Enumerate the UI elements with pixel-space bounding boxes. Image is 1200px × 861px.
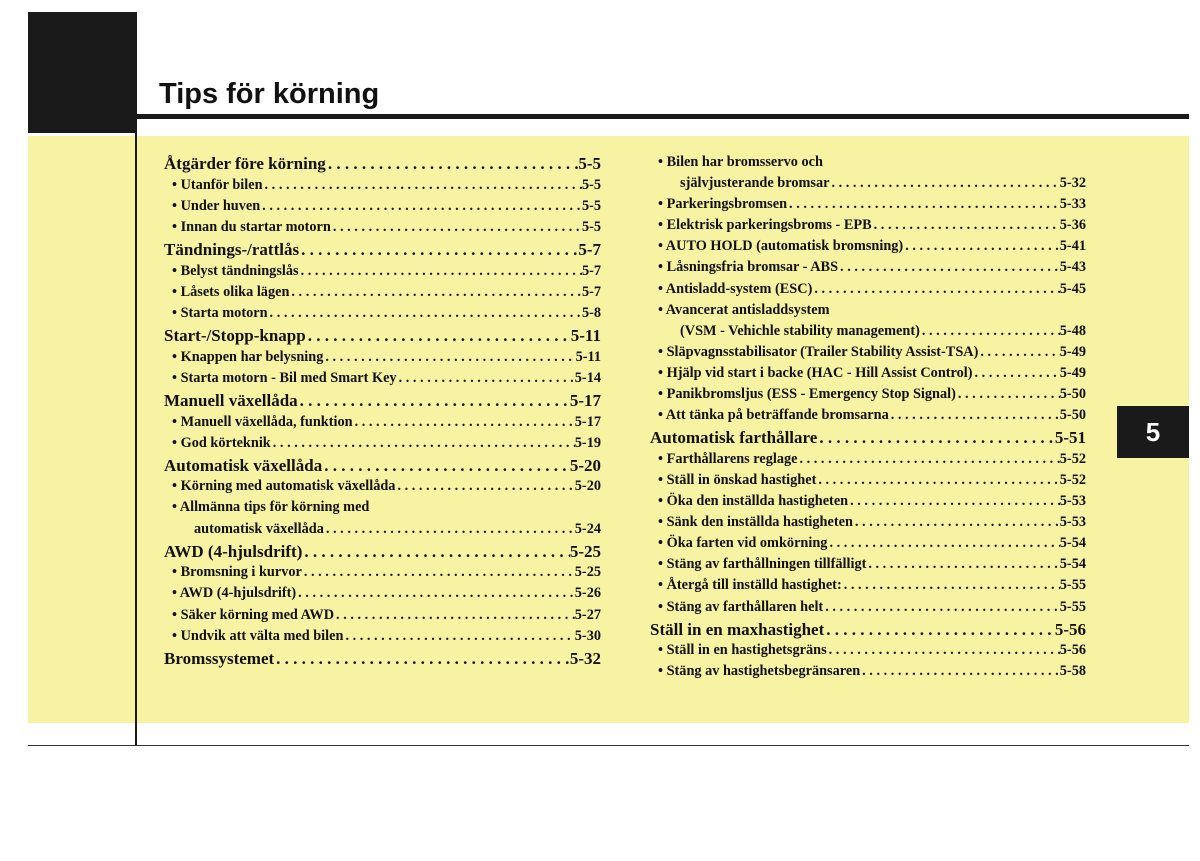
toc-page-number: 5-43 (1059, 259, 1086, 276)
dot-leader (306, 326, 571, 346)
toc-entry-title: • Hjälp vid start i backe (HAC - Hill Assist Control) (658, 364, 973, 381)
toc-entry-title: Ställ in en maxhastighet (650, 619, 825, 639)
dot-leader (872, 217, 1060, 234)
toc-page-number: 5-50 (1059, 386, 1086, 403)
toc-entry-title: Start-/Stopp-knapp (164, 325, 306, 345)
dot-leader (302, 542, 569, 562)
toc-page-number: 5-8 (581, 304, 601, 321)
toc-entry-title: • Parkeringsbromsen (658, 196, 788, 213)
toc-entry-title: • Antisladd-system (ESC) (658, 280, 813, 297)
toc-entry-title: • Elektrisk parkeringsbroms - EPB (658, 217, 872, 234)
dot-leader (838, 259, 1060, 276)
toc-subentry[interactable] (164, 628, 601, 649)
dot-leader (816, 472, 1059, 489)
dot-leader (866, 556, 1059, 573)
toc-entry-title: självjusterande bromsar (680, 175, 830, 192)
toc-page-number: 5-58 (1059, 663, 1086, 680)
toc-subentry[interactable] (650, 386, 1086, 407)
toc-page-number: 5-26 (574, 585, 601, 602)
toc-entry-title: • Låsets olika lägen (172, 283, 290, 300)
dot-leader (334, 607, 575, 624)
toc-entry-title: • God körteknik (172, 434, 271, 451)
dot-leader (823, 599, 1060, 616)
toc-entry-title: • Starta motorn - Bil med Smart Key (172, 369, 397, 386)
toc-subentry[interactable] (164, 177, 601, 198)
toc-entry-title: • Bilen har bromsservo och (658, 154, 823, 170)
toc-subentry[interactable] (164, 198, 601, 219)
dot-leader (296, 585, 575, 602)
toc-entry-title: • Allmänna tips för körning med (172, 499, 370, 516)
toc-page-number: 5-17 (574, 413, 601, 430)
toc-page-number: 5-5 (581, 218, 601, 235)
toc-subentry[interactable] (164, 564, 601, 585)
toc-page-number: 5-30 (574, 627, 601, 644)
toc-entry-title: • Säker körning med AWD (172, 606, 335, 623)
toc-page-number: 5-20 (574, 478, 601, 495)
toc-subentry[interactable] (164, 607, 601, 628)
toc-section-entry[interactable] (164, 542, 601, 565)
toc-page-number: 5-54 (1059, 556, 1086, 573)
toc-entry-title: • Bromsning i kurvor (172, 564, 302, 581)
toc-entry-title: • Ställ in önskad hastighet (658, 472, 817, 488)
toc-entry-title: (VSM - Vehichle stability management) (680, 322, 920, 339)
dot-leader (302, 564, 575, 581)
toc-page-number: 5-53 (1059, 493, 1086, 510)
toc-entry-title: • Öka farten vid omkörning (658, 535, 828, 552)
toc-subentry[interactable] (650, 663, 1086, 684)
toc-subentry[interactable] (650, 514, 1086, 535)
dot-leader (323, 349, 575, 366)
bottom-rule (28, 745, 1189, 746)
toc-subentry[interactable] (650, 493, 1086, 514)
toc-subentry[interactable] (164, 585, 601, 606)
dot-leader (299, 240, 578, 260)
toc-section-entry[interactable] (164, 456, 601, 479)
toc-page-number: 5-27 (574, 606, 601, 623)
header-black-block (28, 12, 137, 133)
toc-page-number: 5-32 (569, 648, 601, 668)
toc-subentry[interactable] (164, 478, 601, 499)
toc-page-number: 5-19 (574, 434, 601, 451)
dot-leader (797, 451, 1059, 468)
dot-leader (860, 663, 1060, 680)
dot-leader (842, 577, 1060, 594)
dot-leader (829, 175, 1059, 192)
dot-leader (271, 435, 575, 452)
toc-subentry[interactable] (650, 154, 1086, 175)
toc-entry-title: • Farthållarens reglage (658, 450, 798, 467)
toc-page-number: 5-50 (1059, 407, 1086, 424)
toc-page-number: 5-52 (1059, 450, 1086, 467)
toc-page-number: 5-5 (581, 197, 601, 214)
page-title: Tips för körning (159, 78, 380, 110)
toc-entry-title: • Ställ in en hastighetsgräns (658, 642, 827, 659)
dot-leader (956, 386, 1060, 403)
toc-page-number: 5-7 (581, 283, 601, 300)
toc-subentry[interactable] (650, 323, 1086, 344)
toc-entry-title: Automatisk farthållare (650, 428, 818, 448)
toc-page-number: 5-48 (1059, 322, 1086, 339)
dot-leader (298, 391, 570, 411)
toc-subentry[interactable] (650, 577, 1086, 598)
toc-page-number: 5-54 (1059, 535, 1086, 552)
toc-page-number: 5-52 (1059, 472, 1086, 488)
toc-entry-title: • Att tänka på beträffande bromsarna (658, 407, 889, 424)
dot-leader (848, 493, 1060, 510)
toc-subentry[interactable] (650, 407, 1086, 428)
toc-subentry[interactable] (164, 219, 601, 240)
dot-leader (889, 407, 1060, 424)
toc-subentry[interactable] (650, 344, 1086, 365)
toc-section-entry[interactable] (164, 326, 601, 349)
toc-section-entry[interactable] (164, 649, 601, 672)
toc-page-number: 5-11 (570, 325, 601, 345)
toc-page-number: 5-55 (1059, 577, 1086, 594)
toc-page-number: 5-45 (1059, 280, 1086, 297)
toc-page-number: 5-7 (578, 239, 601, 259)
toc-section-entry[interactable] (650, 428, 1086, 451)
dot-leader (827, 642, 1060, 659)
toc-entry-title: • Under huven (172, 197, 261, 214)
toc-entry-title: Tändnings-/rattlås (164, 239, 300, 259)
toc-subentry[interactable] (650, 556, 1086, 577)
toc-page-number: 5-14 (574, 369, 601, 386)
toc-page-number: 5-36 (1059, 217, 1086, 234)
dot-leader (853, 514, 1060, 531)
toc-page-number: 5-56 (1059, 642, 1086, 659)
dot-leader (812, 281, 1059, 298)
toc-entry-title: Åtgärder före körning (164, 154, 326, 173)
toc-subentry[interactable] (164, 435, 601, 456)
toc-entry-title: • Släpvagnsstabilisator (Trailer Stability Assist-TSA) (658, 343, 979, 360)
dot-leader (817, 428, 1055, 448)
toc-entry-title: • Stäng av hastighetsbegränsaren (658, 663, 861, 680)
dot-leader (824, 620, 1055, 640)
toc-subentry[interactable] (164, 414, 601, 435)
dot-leader (343, 628, 574, 645)
dot-leader (353, 414, 575, 431)
toc-entry-title: • Stäng av farthållaren helt (658, 598, 824, 615)
toc-page-number: 5-56 (1054, 619, 1086, 639)
chapter-tab: 5 (1117, 406, 1189, 458)
toc-subentry[interactable] (650, 175, 1086, 196)
toc-subentry[interactable] (650, 217, 1086, 238)
dot-leader (397, 370, 575, 387)
toc-entry-title: • Starta motorn (172, 304, 268, 321)
dot-leader (395, 478, 574, 495)
dot-leader (920, 323, 1060, 340)
dot-leader (973, 365, 1060, 382)
toc-entry-title: Bromssystemet (164, 648, 275, 668)
toc-page-number: 5-33 (1059, 196, 1086, 213)
dot-leader (322, 456, 570, 476)
toc-subentry[interactable] (650, 302, 1086, 323)
dot-leader (978, 344, 1059, 361)
toc-entry-title: • Avancerat antisladdsystem (658, 301, 830, 318)
toc-subentry[interactable] (650, 472, 1086, 493)
toc-entry-title: • Sänk den inställda hastigheten (658, 514, 853, 531)
toc-page-number: 5-49 (1059, 343, 1086, 360)
dot-leader (326, 154, 579, 174)
toc-entry-title: • Belyst tändningslås (172, 262, 299, 279)
toc-entry-title: • Panikbromsljus (ESS - Emergency Stop Signal) (658, 386, 956, 403)
toc-page-number: 5-5 (578, 154, 601, 173)
title-rule (137, 114, 1189, 119)
dot-leader (903, 238, 1060, 255)
toc-entry-title: • AUTO HOLD (automatisk bromsning) (658, 238, 904, 255)
toc-page-number: 5-25 (574, 564, 601, 581)
dot-leader (331, 219, 582, 236)
toc-section-entry[interactable] (650, 620, 1086, 643)
dot-leader (263, 177, 582, 194)
toc-subentry[interactable] (164, 349, 601, 370)
toc-page-number: 5-7 (581, 262, 601, 279)
dot-leader (260, 198, 582, 215)
toc-entry-title: automatisk växellåda (194, 520, 324, 537)
toc-subentry[interactable] (650, 196, 1086, 217)
toc-entry-title: • Körning med automatisk växellåda (172, 478, 396, 495)
dot-leader (787, 196, 1060, 213)
toc-page-number: 5-32 (1059, 175, 1086, 192)
toc-entry-title: AWD (4-hjulsdrift) (164, 541, 303, 561)
toc-subentry[interactable] (650, 599, 1086, 620)
toc-page-number: 5-53 (1059, 514, 1086, 531)
toc-subentry[interactable] (164, 284, 601, 305)
toc-section-entry[interactable] (164, 391, 601, 414)
toc-entry-title: • Manuell växellåda, funktion (172, 413, 353, 430)
toc-subentry[interactable] (164, 521, 601, 542)
toc-page-number: 5-20 (569, 455, 601, 475)
toc-entry-title: • Låsningsfria bromsar - ABS (658, 259, 839, 276)
dot-leader (268, 305, 582, 322)
dot-leader (289, 284, 582, 301)
toc-subentry[interactable] (650, 642, 1086, 663)
toc-page-number: 5-55 (1059, 598, 1086, 615)
toc-subentry[interactable] (164, 263, 601, 284)
toc-entry-title: • AWD (4-hjulsdrift) (172, 585, 297, 602)
toc-subentry[interactable] (164, 305, 601, 326)
toc-left-column (164, 154, 601, 671)
toc-page-number: 5-5 (581, 176, 601, 193)
toc-entry-title: • Innan du startar motorn (172, 218, 331, 235)
toc-entry-title: • Återgå till inställd hastighet: (658, 577, 842, 594)
toc-subentry[interactable] (164, 499, 601, 520)
dot-leader (299, 263, 582, 280)
toc-entry-title: • Knappen har belysning (172, 348, 324, 365)
margin-rule (135, 12, 137, 746)
toc-page-number: 5-49 (1059, 364, 1086, 381)
toc-subentry[interactable] (650, 365, 1086, 386)
toc-subentry[interactable] (650, 259, 1086, 280)
toc-entry-title: • Stäng av farthållningen tillfälligt (658, 556, 867, 573)
toc-section-entry[interactable] (164, 154, 601, 177)
dot-leader (274, 649, 570, 669)
toc-page-number: 5-25 (569, 541, 601, 561)
dot-leader (324, 521, 575, 538)
toc-subentry[interactable] (164, 370, 601, 391)
toc-entry-title: • Undvik att välta med bilen (172, 627, 344, 644)
toc-right-column (650, 154, 1086, 685)
toc-subentry[interactable] (650, 535, 1086, 556)
toc-page-number: 5-51 (1054, 428, 1086, 448)
toc-subentry[interactable] (650, 451, 1086, 472)
toc-entry-title: Manuell växellåda (164, 390, 298, 410)
toc-entry-title: • Öka den inställda hastigheten (658, 493, 849, 510)
toc-subentry[interactable] (650, 238, 1086, 259)
toc-entry-title: Automatisk växellåda (164, 455, 323, 475)
toc-entry-title: • Utanför bilen (172, 176, 263, 193)
dot-leader (827, 535, 1059, 552)
toc-page-number: 5-24 (574, 520, 601, 537)
toc-page-number: 5-41 (1059, 238, 1086, 255)
toc-subentry[interactable] (650, 281, 1086, 302)
toc-page-number: 5-11 (575, 348, 601, 365)
toc-page-number: 5-17 (569, 390, 601, 410)
toc-section-entry[interactable] (164, 240, 601, 263)
